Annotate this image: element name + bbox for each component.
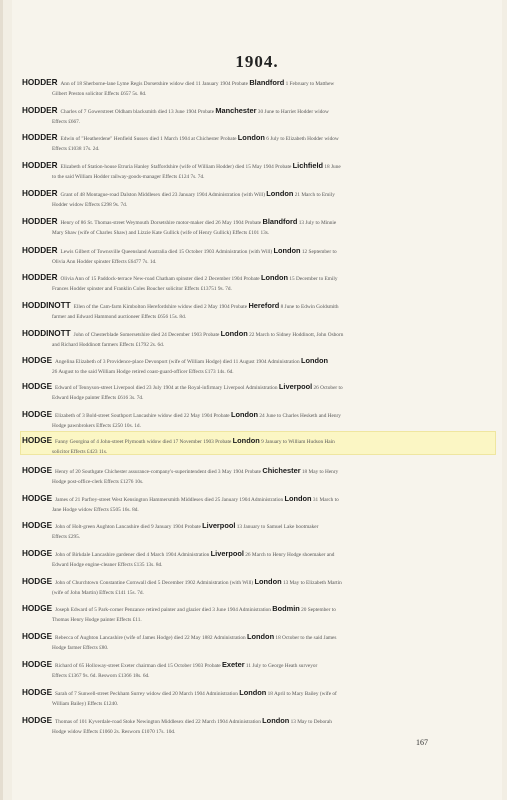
register-entry <box>22 660 492 681</box>
entry-continuation: Edward Hodge engine-cleaner Effects £135 13s. 8d. <box>52 562 163 568</box>
entry-registry-place: Blandford <box>262 217 298 226</box>
register-entry <box>22 301 492 322</box>
entry-registry-place: London <box>232 436 260 445</box>
entry-surname: HODGE <box>22 688 53 697</box>
entry-continuation: Thomas Henry Hodge painter Effects £11. <box>52 617 142 623</box>
entry-continuation: Frances Hodder spinster and Franklin Coles Boucher solicitor Effects £13751 9s. 7d. <box>52 286 232 292</box>
entry-continuation: Effects £667. <box>52 119 81 125</box>
entry-text-grant: 8 June to Edwin Goldsmith <box>280 304 339 310</box>
entry-continuation: Hodge widow Effects £1060 2s. Resworn £1070 17s. 10d. <box>52 729 176 735</box>
entry-text-grant: 13 May to Deborah <box>290 719 332 725</box>
entry-continuation: Olivia Ann Hodder spinster Effects £6477 7s. 1d. <box>52 259 157 265</box>
entry-surname: HODGE <box>22 604 53 613</box>
entry-text: Henry of 20 Southgate Chichester assurance-company's-superintendent died 3 May 1904 Probate <box>55 469 262 475</box>
entry-text-grant: 1 February to Matthew <box>285 81 335 87</box>
entry-continuation: (wife of John Martin) Effects £141 15s. 7d. <box>52 590 144 596</box>
entry-continuation: William Bailey) Effects £1240. <box>52 701 119 707</box>
entry-text: Ann of 18 Sherborne-lane Lyme Regis Dorsetshire widow died 11 January 1904 Probate <box>60 81 248 87</box>
entry-registry-place: Chichester <box>262 466 301 475</box>
entry-text: Fanny Georgina of 4 John-street Plymouth widow died 17 November 1903 Probate <box>55 439 232 445</box>
entry-text-grant: 15 December to Emily <box>289 276 338 282</box>
register-entry <box>22 521 492 542</box>
register-entry <box>22 436 492 457</box>
register-entry <box>22 604 492 625</box>
register-entry <box>22 217 492 238</box>
entry-text: John of Birkdale Lancashire gardener died 4 March 1904 Administration <box>55 552 210 558</box>
entry-registry-place: London <box>220 329 248 338</box>
entry-surname: HODGE <box>22 549 53 558</box>
register-entry <box>22 161 492 182</box>
register-entry <box>22 632 492 653</box>
entry-text-grant: 18 October to the said James <box>275 635 337 641</box>
entry-registry-place: Liverpool <box>278 382 313 391</box>
entry-text: James of 21 Parfrey-street West Kensington Hammersmith Middlesex died 25 January 1904 Administration <box>55 497 284 503</box>
entry-continuation: Edward Hodge painter Effects £616 3s. 7d. <box>52 395 144 401</box>
entry-continuation: Mary Shaw (wife of Charles Shaw) and Lizzie Kate Gullick (wife of Henry Gullick) Effects £101 13s. <box>52 230 270 236</box>
entry-text: Lewis Gilbert of Townsville Queensland Australia died 15 October 1903 Administration (with Will) <box>60 249 273 255</box>
entry-text-grant: 6 July to Elizabeth Hodder widow <box>266 136 339 142</box>
entry-registry-place: London <box>300 356 329 365</box>
entry-registry-place: London <box>247 632 275 641</box>
entry-surname: HODGE <box>22 356 53 365</box>
entry-text: Olivia Ann of 15 Paddock-terrace New-road Chatham spinster died 2 December 1904 Probate <box>60 276 260 282</box>
register-entry <box>22 494 492 515</box>
entry-registry-place: Lichfield <box>292 161 324 170</box>
entry-text: Ellen of the Cam-farm Kimbolton Herefordshire widow died 2 May 1904 Probate <box>73 304 248 310</box>
register-entry <box>22 382 492 403</box>
register-entry <box>22 356 492 377</box>
entry-continuation: Effects £295. <box>52 534 81 540</box>
entry-text: Grant of 48 Montague-road Dalston Middlesex died 23 January 1904 Administration (with Will) <box>60 192 265 198</box>
entry-text-grant: 20 September to <box>301 607 336 613</box>
entry-registry-place: Manchester <box>215 106 257 115</box>
entry-surname: HODGE <box>22 716 53 725</box>
entry-continuation: 26 August to the said William Hodge retired coast-guard-officer Effects £173 14s. 6d. <box>52 369 234 375</box>
entry-surname: HODDER <box>22 78 58 87</box>
entry-surname: HODGE <box>22 494 53 503</box>
entry-surname: HODDINOTT <box>22 329 71 338</box>
entry-surname: HODDER <box>22 161 58 170</box>
entry-surname: HODDER <box>22 273 58 282</box>
entry-registry-place: Liverpool <box>202 521 236 530</box>
entry-surname: HODDER <box>22 106 58 115</box>
entry-registry-place: London <box>273 246 301 255</box>
entry-text-grant: 30 June to Harriet Hodder widow <box>257 109 329 115</box>
entry-text-grant: 31 March to <box>312 497 339 503</box>
register-entry <box>22 189 492 210</box>
entry-text: Henry of 86 St. Thomas-street Weymouth Dorsetshire motor-maker died 26 May 1904 Probate <box>60 220 262 226</box>
entry-surname: HODDER <box>22 133 58 142</box>
entry-surname: HODDER <box>22 189 58 198</box>
entry-text-grant: 18 June <box>324 164 341 170</box>
entry-continuation: Hodge pawnbrokers Effects £250 10s. 1d. <box>52 423 141 429</box>
entry-text: Elizabeth of 3 Bold-street Southport Lancashire widow died 22 May 1904 Probate <box>55 413 230 419</box>
register-entry <box>22 106 492 127</box>
register-entry <box>22 549 492 570</box>
entry-surname: HODGE <box>22 632 53 641</box>
entry-continuation: Gilbert Preston solicitor Effects £657 5s. 8d. <box>52 91 147 97</box>
entry-surname: HODDINOTT <box>22 301 71 310</box>
entry-text: Thomas of 101 Kyverdale-road Stoke Newington Middlesex died 22 March 1904 Administration <box>55 719 261 725</box>
entry-continuation: Hodge post-office-clerk Effects £1276 10s. <box>52 479 144 485</box>
entry-text: Rebecca of Aughton Lancashire (wife of James Hodge) died 22 May 1882 Administration <box>55 635 246 641</box>
entry-continuation: Effects £1038 17s. 2d. <box>52 146 100 152</box>
register-entry <box>22 577 492 598</box>
entry-text-grant: 24 June to Charles Hesketh and Henry <box>259 413 341 419</box>
entry-text-grant: 11 July to George Heath surveyor <box>245 663 318 669</box>
entry-text: Angelina Elizabeth of 3 Providence-place Devonport (wife of William Hodge) died 11 August 1904 Administration <box>55 359 300 365</box>
entry-surname: HODGE <box>22 577 53 586</box>
entry-surname: HODGE <box>22 660 53 669</box>
entry-continuation: Hodder widow Effects £298 9s. 7d. <box>52 202 128 208</box>
entry-continuation: farmer and Edward Hammond auctioneer Effects £656 15s. 8d. <box>52 314 187 320</box>
entry-text: John of Holt-green Aughton Lancashire died 9 January 1904 Probate <box>55 524 201 530</box>
entry-registry-place: London <box>237 133 265 142</box>
entry-surname: HODGE <box>22 521 53 530</box>
register-entry <box>22 329 492 350</box>
entry-registry-place: Exeter <box>221 660 245 669</box>
entry-registry-place: Blandford <box>249 78 285 87</box>
entry-text-grant: 12 September to <box>301 249 337 255</box>
page-year-heading: 1904. <box>235 52 279 71</box>
entry-text-grant: 18 May to Henry <box>301 469 339 475</box>
entry-continuation: Hodge farmer Effects £80. <box>52 645 109 651</box>
entry-text: John of Churchtown Constantine Cornwall died 5 December 1902 Administration (with Will) <box>55 580 254 586</box>
entry-text: Richard of 65 Holloway-street Exeter chairman died 15 October 1903 Probate <box>55 663 221 669</box>
register-entry <box>22 133 492 154</box>
entry-text-grant: 13 July to Minnie <box>298 220 337 226</box>
register-entry <box>22 410 492 431</box>
entry-registry-place: London <box>254 577 282 586</box>
entry-registry-place: London <box>262 716 290 725</box>
register-page <box>12 0 502 800</box>
register-entry <box>22 716 492 737</box>
entry-registry-place: London <box>230 410 259 419</box>
entry-surname: HODGE <box>22 382 53 391</box>
entry-text: Elizabeth of Station-house Etruria Hanley Staffordshire (wife of William Hodder) died 15 May 1904 Probate <box>60 164 292 170</box>
entry-text: Edwin of "Heatherdene" Henfield Sussex died 1 March 1904 at Chichester Probate <box>60 136 237 142</box>
entry-text-grant: 13 May to Elizabeth Martin <box>282 580 342 586</box>
entry-text: Edward of Tennyson-street Liverpool died 23 July 1904 at the Royal-infirmary Liverpool Administration <box>55 385 278 391</box>
entry-registry-place: London <box>239 688 267 697</box>
register-entry <box>22 78 492 99</box>
entry-surname: HODDER <box>22 217 58 226</box>
entry-continuation: Jane Hodge widow Effects £505 16s. 8d. <box>52 507 139 513</box>
scan-edge <box>0 0 3 800</box>
entry-registry-place: London <box>284 494 312 503</box>
entry-registry-place: London <box>266 189 294 198</box>
entry-text: Charles of 7 Gowerstreet Oldham blacksmith died 13 June 1904 Probate <box>60 109 215 115</box>
entry-text-grant: 9 January to William Hudson Hain <box>261 439 335 445</box>
entry-surname: HODGE <box>22 436 53 445</box>
entry-registry-place: Hereford <box>248 301 280 310</box>
entry-text-grant: 22 March to Sidney Hoddinott, John Osborn <box>249 332 344 338</box>
entry-text-grant: 26 October to <box>313 385 343 391</box>
entry-text-grant: 18 April to Mary Bailey (wife of <box>267 691 337 697</box>
entry-continuation: to the said William Hodder railway-goods-manager Effects £124 7s. 7d. <box>52 174 205 180</box>
entry-registry-place: Bodmin <box>272 604 300 613</box>
entry-continuation: and Richard Hoddinott farmers Effects £1792 2s. 6d. <box>52 342 165 348</box>
register-entry <box>22 273 492 294</box>
entry-surname: HODDER <box>22 246 58 255</box>
entry-text: Joseph Edward of 5 Park-corner Penzance retired painter and glazier died 3 June 1904 Administration <box>55 607 271 613</box>
entry-text: Sarah of 7 Sunwell-street Peckham Surrey widow died 20 March 1904 Administration <box>55 691 238 697</box>
register-entry <box>22 688 492 709</box>
entry-surname: HODGE <box>22 466 53 475</box>
entry-registry-place: London <box>260 273 289 282</box>
page-number: 167 <box>416 738 428 747</box>
entry-text-grant: 26 March to Henry Hodge shoemaker and <box>245 552 335 558</box>
entry-text: John of Chesterblade Somersetshire died 24 December 1903 Probate <box>73 332 220 338</box>
entry-continuation: Effects £1367 9s. 6d. Resworn £1366 18s. 6d. <box>52 673 150 679</box>
entry-continuation: solicitor Effects £423 11s. <box>52 449 108 455</box>
entry-registry-place: Liverpool <box>210 549 244 558</box>
register-entry <box>22 466 492 487</box>
register-entry <box>22 246 492 267</box>
entry-text-grant: 13 January to Samuel Lake bootmaker <box>236 524 319 530</box>
entry-surname: HODGE <box>22 410 53 419</box>
entry-text-grant: 21 March to Emily <box>294 192 335 198</box>
